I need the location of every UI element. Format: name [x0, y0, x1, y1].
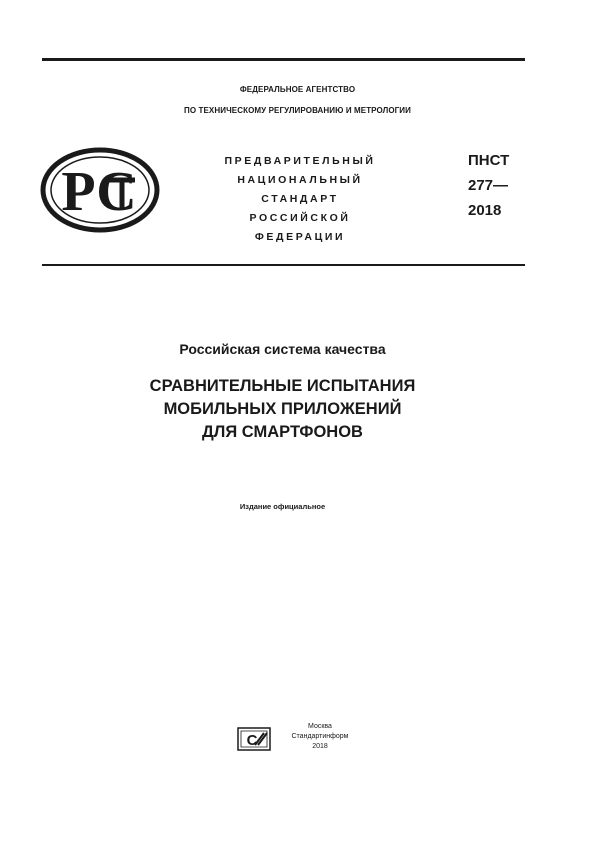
- main-title-line-2: МОБИЛЬНЫХ ПРИЛОЖЕНИЙ: [163, 400, 402, 418]
- agency-line-1: ФЕДЕРАЛЬНОЕ АГЕНТСТВО: [239, 85, 356, 94]
- edition-note: Издание официальное: [239, 502, 326, 511]
- publisher-name: Стандартинформ: [291, 733, 349, 740]
- publisher-block: [272, 722, 368, 752]
- agency-line-2: ПО ТЕХНИЧЕСКОМУ РЕГУЛИРОВАНИЮ И МЕТРОЛОГИИ: [183, 106, 412, 115]
- publisher-year: 2018: [312, 743, 328, 750]
- standard-line-2: НАЦИОНАЛЬНЫЙ: [237, 174, 363, 186]
- standard-line-5: ФЕДЕРАЦИИ: [254, 231, 346, 243]
- top-rule: [42, 58, 525, 61]
- standard-line-1: ПРЕДВАРИТЕЛЬНЫЙ: [224, 155, 376, 167]
- standard-type: [200, 152, 400, 247]
- main-title: [0, 375, 565, 444]
- standartinform-logo-icon: [237, 727, 271, 751]
- main-title-line-3: ДЛЯ СМАРТФОНОВ: [202, 423, 363, 441]
- publisher-city: Москва: [308, 723, 332, 730]
- standard-designation: [468, 148, 538, 223]
- svg-text:РС: РС: [61, 161, 137, 223]
- middle-rule: [42, 264, 525, 266]
- standard-line-4: РОССИЙСКОЙ: [249, 212, 351, 224]
- svg-text:С: С: [246, 732, 258, 749]
- standard-line-3: СТАНДАРТ: [261, 193, 339, 205]
- designation-year: 2018: [468, 202, 502, 219]
- gost-r-logo-icon: [40, 147, 160, 233]
- designation-code: ПНСТ: [468, 152, 510, 169]
- designation-number: 277—: [468, 177, 509, 194]
- main-title-line-1: СРАВНИТЕЛЬНЫЕ ИСПЫТАНИЯ: [149, 377, 416, 395]
- system-title: Российская система качества: [179, 341, 386, 357]
